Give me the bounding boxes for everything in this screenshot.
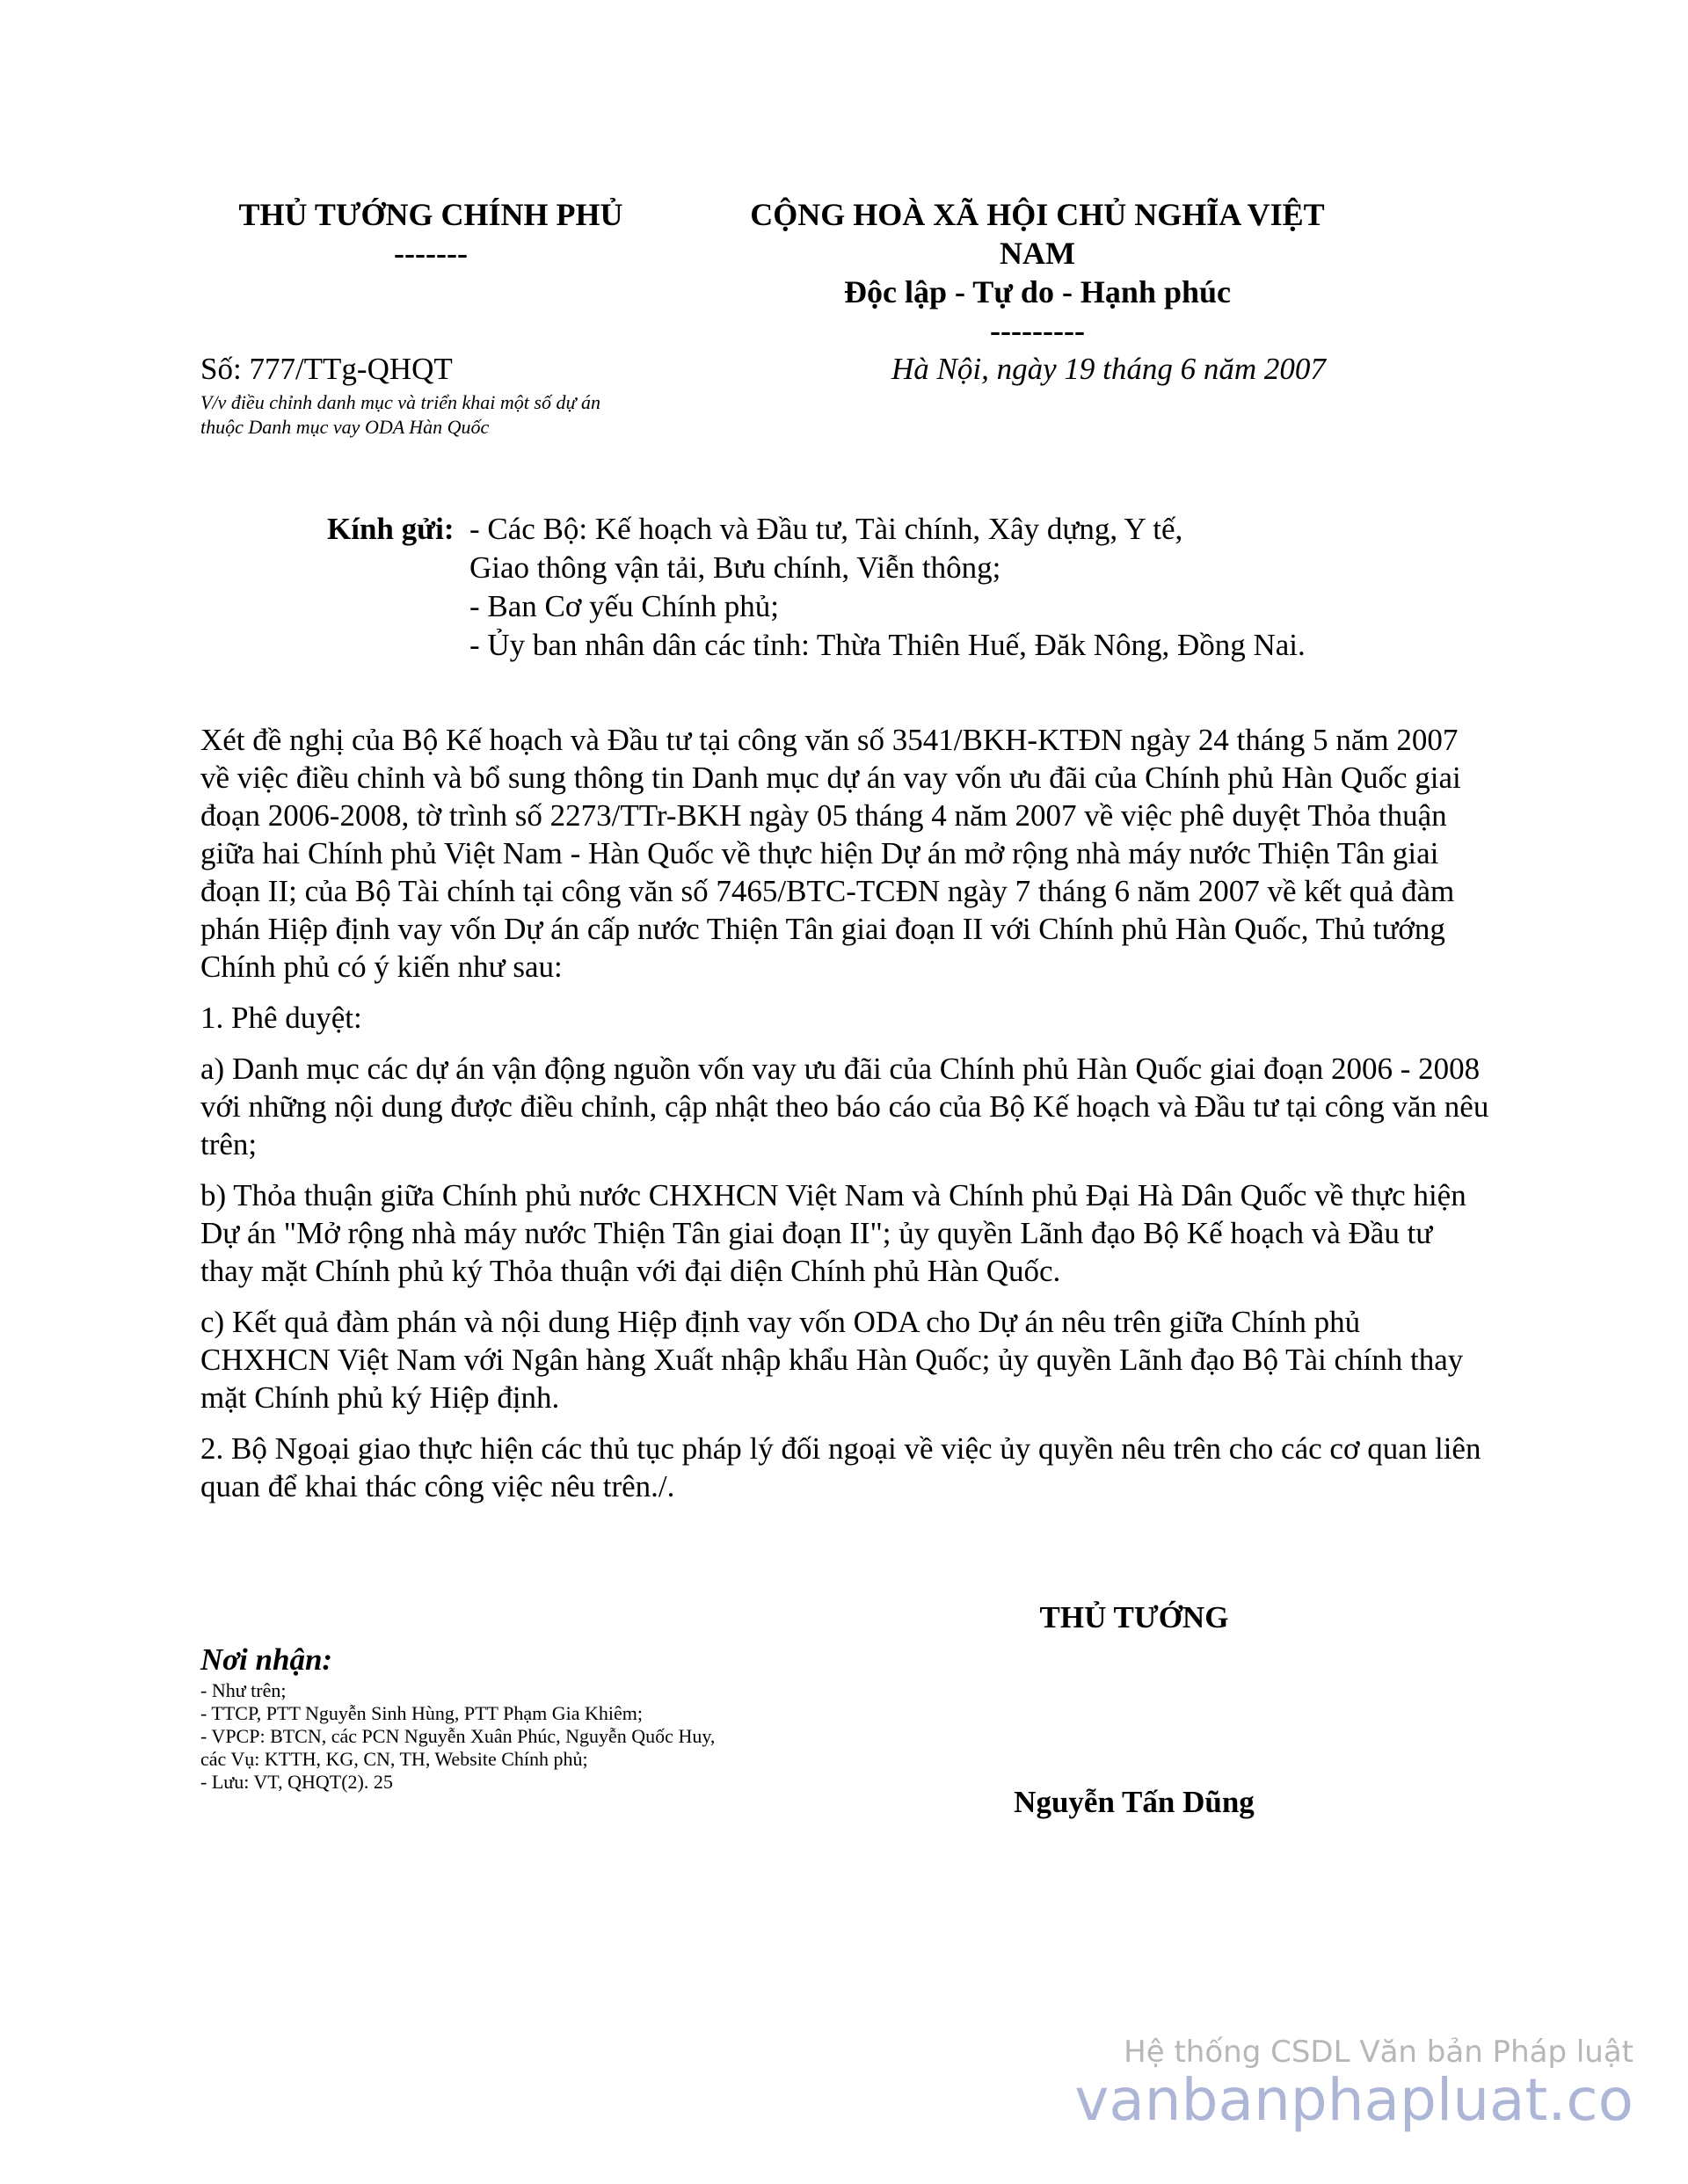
subject-line: V/v điều chỉnh danh mục và triển khai một số dự án <box>200 391 600 413</box>
distribution-item: - TTCP, PTT Nguyễn Sinh Hùng, PTT Phạm Gia Khiêm; <box>200 1702 643 1724</box>
motto: Độc lập - Tự do - Hạnh phúc <box>843 274 1232 309</box>
distribution-item: - Lưu: VT, QHQT(2). 25 <box>200 1771 393 1793</box>
agency-rule: ------- <box>394 236 468 271</box>
place-date: Hà Nội, ngày 19 tháng 6 năm 2007 <box>891 352 1326 386</box>
signer-name: Nguyễn Tấn Dũng <box>1014 1785 1255 1819</box>
body-paragraph: b) Thỏa thuận giữa Chính phủ nước CHXHCN Việt Nam và Chính phủ Đại Hà Dân Quốc về thực hiện Dự án "Mở rộng nhà máy nước Thiện Tân giai đoạn II"; ủy quyền Lãnh đạo Bộ Kế hoạch và Đầu tư thay mặt Chính phủ ký Thỏa thuận với đại diện Chính phủ Hàn Quốc. <box>200 1178 1466 1288</box>
recipient-item: - Ủy ban nhân dân các tỉnh: Thừa Thiên Huế, Đăk Nông, Đồng Nai. <box>469 628 1306 662</box>
nation-name-line2: NAM <box>1000 236 1075 271</box>
recipients-label: Kính gửi: <box>327 512 455 546</box>
distribution-list <box>200 1679 833 1794</box>
recipient-item: - Ban Cơ yếu Chính phủ; <box>469 589 779 623</box>
recipient-item: Giao thông vận tải, Bưu chính, Viễn thông; <box>469 550 1001 585</box>
nation-name-line1: CỘNG HOÀ XÃ HỘI CHỦ NGHĨA VIỆT <box>750 197 1325 232</box>
watermark-site: vanbanphapluat.co <box>1074 2066 1633 2134</box>
body-paragraph: c) Kết quả đàm phán và nội dung Hiệp định vay vốn ODA cho Dự án nêu trên giữa Chính phủ CHXHCN Việt Nam với Ngân hàng Xuất nhập khẩu Hàn Quốc; ủy quyền Lãnh đạo Bộ Tài chính thay mặt Chính phủ ký Hiệp định. <box>200 1305 1464 1415</box>
document-subject <box>200 390 675 440</box>
body-paragraph: a) Danh mục các dự án vận động nguồn vốn vay ưu đãi của Chính phủ Hàn Quốc giai đoạn 2006 - 2008 với những nội dung được điều chỉnh, cập nhật theo báo cáo của Bộ Kế hoạch và Đầu tư tại công văn nêu trên; <box>200 1052 1489 1161</box>
distribution-label: Nơi nhận: <box>200 1642 333 1677</box>
watermark-caption: Hệ thống CSDL Văn bản Pháp luật <box>1124 2035 1633 2070</box>
national-title-block <box>703 195 1372 350</box>
distribution-item: - VPCP: BTCN, các PCN Nguyễn Xuân Phúc, Nguyễn Quốc Huy, <box>200 1725 716 1747</box>
body-paragraph: 2. Bộ Ngoại giao thực hiện các thủ tục pháp lý đối ngoại về việc ủy quyền nêu trên cho các cơ quan liên quan để khai thác công việc nêu trên./. <box>200 1431 1481 1503</box>
signer-title: THỦ TƯỚNG <box>1039 1600 1229 1634</box>
issuing-agency-block <box>202 195 659 273</box>
issuing-agency: THỦ TƯỚNG CHÍNH PHỦ <box>238 197 623 232</box>
document-body <box>200 721 1493 1518</box>
document-number: Số: 777/TTg-QHQT <box>200 352 453 386</box>
motto-rule: --------- <box>990 313 1085 348</box>
recipient-item: - Các Bộ: Kế hoạch và Đầu tư, Tài chính, Xây dựng, Y tế, <box>469 512 1183 546</box>
recipients-list <box>469 510 1524 665</box>
subject-line: thuộc Danh mục vay ODA Hàn Quốc <box>200 416 490 438</box>
distribution-item: các Vụ: KTTH, KG, CN, TH, Website Chính phủ; <box>200 1748 588 1770</box>
body-paragraph: 1. Phê duyệt: <box>200 1001 362 1035</box>
distribution-item: - Như trên; <box>200 1679 287 1701</box>
body-paragraph: Xét đề nghị của Bộ Kế hoạch và Đầu tư tại công văn số 3541/BKH-KTĐN ngày 24 tháng 5 năm 2007 về việc điều chỉnh và bổ sung thông tin Danh mục dự án vay vốn ưu đãi của Chính phủ Hàn Quốc giai đoạn 2006-2008, tờ trình số 2273/TTr-BKH ngày 05 tháng 4 năm 2007 về việc phê duyệt Thỏa thuận giữa hai Chính phủ Việt Nam - Hàn Quốc về thực hiện Dự án mở rộng nhà máy nước Thiện Tân giai đoạn II; của Bộ Tài chính tại công văn số 7465/BTC-TCĐN ngày 7 tháng 6 năm 2007 về kết quả đàm phán Hiệp định vay vốn Dự án cấp nước Thiện Tân giai đoạn II với Chính phủ Hàn Quốc, Thủ tướng Chính phủ có ý kiến như sau: <box>200 723 1461 984</box>
